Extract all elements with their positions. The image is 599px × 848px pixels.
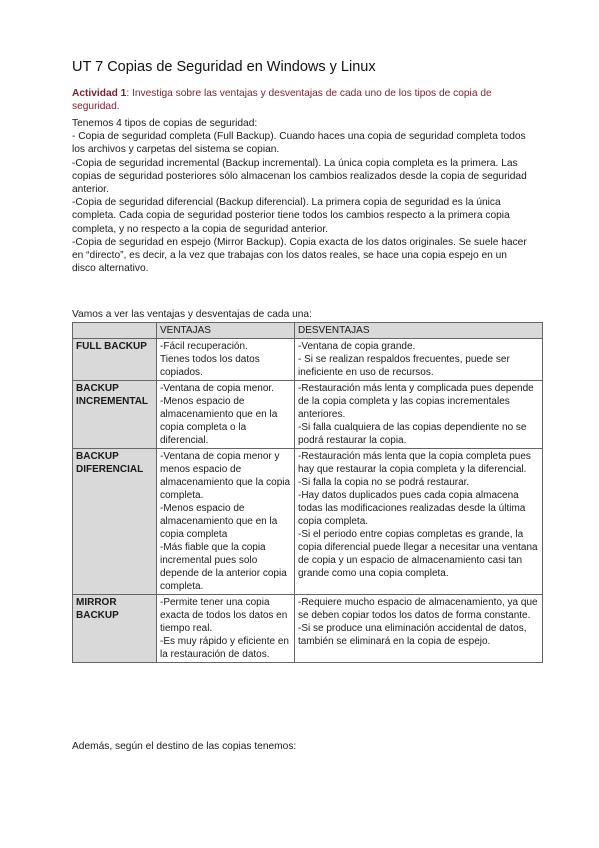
cons-item: -Si el periodo entre copias completas es grande, la copia diferencial puede llegar a necesitar una ventana de copia y un espacio de almacenamiento casi tan grande como una copia completa. <box>298 529 538 579</box>
intro-line: - Copia de seguridad completa (Full Backup). Cuando haces una copia de seguridad completa todos los archivos y carpetas del sistema se copian. <box>72 131 526 156</box>
pros-item: -Menos espacio de almacenamiento que en la copia completa o la diferencial. <box>160 396 278 446</box>
table-row <box>73 381 543 449</box>
activity-label: Actividad 1 <box>72 88 127 99</box>
table-header-row <box>73 323 543 339</box>
document-title: UT 7 Copias de Seguridad en Windows y Linux <box>72 59 376 75</box>
pros-item: -Más fiable que la copia incremental pues solo depende de la anterior copia completa. <box>160 542 287 592</box>
comparison-table <box>72 322 543 663</box>
header-desventajas: DESVENTAJAS <box>295 323 543 339</box>
pros-item: -Permite tener una copia exacta de todos los datos en tiempo real. <box>160 597 288 634</box>
pros-item: -Ventana de copia menor. <box>160 383 274 394</box>
cons-cell <box>295 595 543 663</box>
cons-item: -Si falla cualquiera de las copias dependiente no se podrá restaurar la copia. <box>298 422 527 446</box>
intro-line: -Copia de seguridad en espejo (Mirror Backup). Copia exacta de los datos originales. Se suele hacer en “directo”, es decir, a la vez que trabajas con los datos reales, se hace una copia espejo en un disco alternativo. <box>72 236 527 275</box>
cons-cell <box>295 381 543 449</box>
intro-line: Tenemos 4 tipos de copias de seguridad: <box>72 118 258 129</box>
cons-item: -Si falla la copia no se podrá restaurar. <box>298 477 470 488</box>
cons-item: -Requiere mucho espacio de almacenamiento, ya que se deben copiar todos los datos de forma constante. <box>298 597 538 621</box>
pros-item: -Fácil recuperación. <box>160 341 248 352</box>
pros-item: -Menos espacio de almacenamiento que en la copia completa <box>160 503 278 540</box>
table-intro: Vamos a ver las ventajas y desventajas de cada una: <box>72 309 312 320</box>
pros-item: -Ventana de copia menor y menos espacio de almacenamiento que la copia completa. <box>160 451 291 501</box>
header-ventajas: VENTAJAS <box>157 323 295 339</box>
table-row <box>73 595 543 663</box>
cons-item: - Si se realizan respaldos frecuentes, puede ser ineficiente en uso de recursos. <box>298 354 510 378</box>
activity-heading <box>72 87 532 114</box>
cons-item: -Hay datos duplicados pues cada copia almacena todas las modificaciones realizadas desde la última copia completa. <box>298 490 526 527</box>
pros-item: -Es muy rápido y eficiente en la restauración de datos. <box>160 636 289 660</box>
intro-section <box>72 117 532 275</box>
row-type-name: BACKUP DIFERENCIAL <box>73 449 157 595</box>
pros-item: Tienes todos los datos copiados. <box>160 354 260 378</box>
table-row <box>73 339 543 381</box>
pros-cell <box>157 449 295 595</box>
row-type-name: FULL BACKUP <box>73 339 157 381</box>
activity-text: : Investiga sobre las ventajas y desventajas de cada uno de los tipos de copia de seguridad. <box>72 88 492 113</box>
closing-line: Además, según el destino de las copias tenemos: <box>72 741 297 752</box>
cons-item: -Restauración más lenta que la copia completa pues hay que restaurar la copia completa y la diferencial. <box>298 451 531 475</box>
row-type-name: MIRROR BACKUP <box>73 595 157 663</box>
header-empty-cell <box>73 323 157 339</box>
table-row <box>73 449 543 595</box>
row-type-name: BACKUP INCREMENTAL <box>73 381 157 449</box>
cons-cell <box>295 339 543 381</box>
intro-line: -Copia de seguridad incremental (Backup incremental). La única copia completa es la primera. Las copias de seguridad posteriores sólo almacenan los cambios realizados desde la copia de seguridad anterior. <box>72 157 527 196</box>
cons-item: -Ventana de copia grande. <box>298 341 416 352</box>
pros-cell <box>157 339 295 381</box>
cons-item: -Si se produce una eliminación accidental de datos, también se eliminará en la copia de espejo. <box>298 623 527 647</box>
pros-cell <box>157 595 295 663</box>
pros-cell <box>157 381 295 449</box>
intro-line: -Copia de seguridad diferencial (Backup diferencial). La primera copia de seguridad es la única completa. Cada copia de seguridad posterior tiene todos los cambios respecto a la primera copia completa, y no respecto a la copia de seguridad anterior. <box>72 197 510 235</box>
cons-cell <box>295 449 543 595</box>
cons-item: -Restauración más lenta y complicada pues depende de la copia completa y las copias incrementales anteriores. <box>298 383 534 420</box>
